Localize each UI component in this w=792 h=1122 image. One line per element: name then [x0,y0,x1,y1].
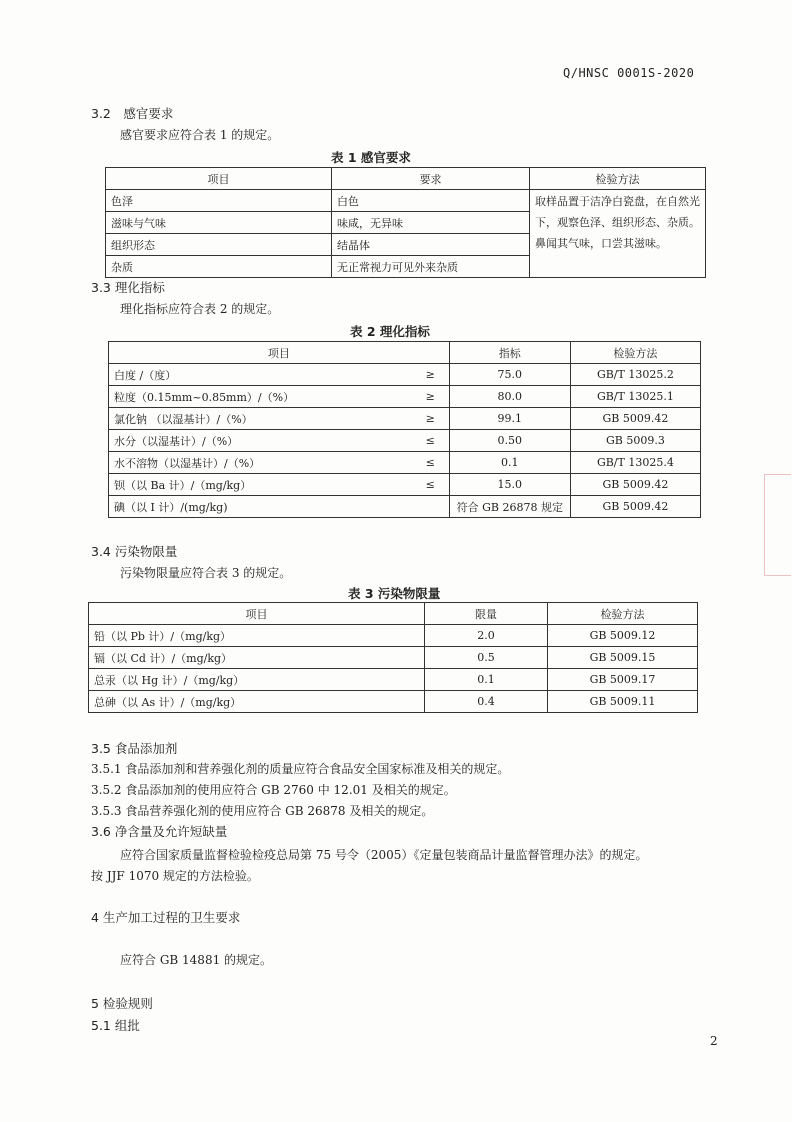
table-cell: 白色 [332,190,530,212]
table-cell: 无正常视力可见外来杂质 [332,256,530,278]
table-cell: 99.1 [449,408,570,430]
seal-stamp-fragment [764,474,791,576]
section-heading-3-6: 3.6 净含量及允许短缺量 [91,824,228,839]
table-header-row [106,168,706,190]
table-cell: 75.0 [449,364,570,386]
table-row [89,669,698,691]
section-heading-3-4: 3.4 污染物限量 [91,544,178,559]
table-cell: GB 5009.17 [548,669,698,691]
section-text-3-6-cont: 按 JJF 1070 规定的方法检验。 [91,869,259,883]
table-cell: 碘（以 I 计）/(mg/kg) [109,496,450,518]
table-cell: 符合 GB 26878 规定 [449,496,570,518]
table-cell: GB 5009.42 [570,408,700,430]
table-row [109,474,701,496]
table-cell: GB/T 13025.4 [570,452,700,474]
clause-3-5-2: 3.5.2 食品添加剂的使用应符合 GB 2760 中 12.01 及相关的规定。 [91,783,456,797]
table-row [109,386,701,408]
table-cell: 组织形态 [106,234,332,256]
table-header-cell: 项目 [109,342,450,364]
comparison-symbol: ≥ [416,386,450,408]
table-cell: 80.0 [449,386,570,408]
table-header-cell: 指标 [449,342,570,364]
table-1-caption: 表 1 感官要求 [331,150,411,165]
page-number: 2 [710,1034,718,1048]
section-text-3-4: 污染物限量应符合表 3 的规定。 [120,566,292,580]
table-header-cell: 项目 [106,168,332,190]
comparison-symbol: ≤ [416,474,450,496]
table-3-contaminants [88,602,698,713]
table-header-cell: 限量 [425,603,548,625]
clause-3-5-1: 3.5.1 食品添加剂和营养强化剂的质量应符合食品安全国家标准及相关的规定。 [91,762,510,776]
table-row [109,452,701,474]
table-2-caption: 表 2 理化指标 [350,324,430,339]
section-heading-4: 4 生产加工过程的卫生要求 [91,910,241,925]
table-cell: 味咸，无异味 [332,212,530,234]
section-heading-5-1: 5.1 组批 [91,1018,140,1033]
table-cell: 0.5 [425,647,548,669]
table-row [109,496,701,518]
section-heading-3-3: 3.3 理化指标 [91,280,165,295]
table-row [106,190,706,212]
table-cell: GB 5009.3 [570,430,700,452]
table-row [109,364,701,386]
table-row [89,625,698,647]
section-text-3-3: 理化指标应符合表 2 的规定。 [120,302,280,316]
table-cell: 15.0 [449,474,570,496]
section-heading-3-2: 3.2 感官要求 [91,106,174,121]
table-3-caption: 表 3 污染物限量 [348,586,441,601]
table-row [109,430,701,452]
table-cell: 色泽 [106,190,332,212]
table-cell: 钡（以 Ba 计）/（mg/kg） [109,474,416,496]
table-cell: 0.4 [425,691,548,713]
clause-3-5-3: 3.5.3 食品营养强化剂的使用应符合 GB 26878 及相关的规定。 [91,804,434,818]
table-cell: 总砷（以 As 计）/（mg/kg） [89,691,425,713]
table-cell: GB/T 13025.2 [570,364,700,386]
table-cell: 2.0 [425,625,548,647]
table-cell: 0.1 [449,452,570,474]
table-cell: GB 5009.15 [548,647,698,669]
table-1-sensory [105,167,706,278]
document-code: Q/HNSC 0001S-2020 [563,66,695,80]
comparison-symbol: ≥ [416,364,450,386]
table-cell: GB 5009.42 [570,496,700,518]
table-header-cell: 检验方法 [548,603,698,625]
table-cell: GB 5009.11 [548,691,698,713]
table-cell: GB 5009.12 [548,625,698,647]
comparison-symbol: ≤ [416,430,450,452]
table-cell: 白度 /（度） [109,364,416,386]
table-row [89,691,698,713]
table-header-cell: 检验方法 [570,342,700,364]
table-cell: 0.1 [425,669,548,691]
section-heading-3-5: 3.5 食品添加剂 [91,741,178,756]
table-cell: 总汞（以 Hg 计）/（mg/kg） [89,669,425,691]
table-row [89,647,698,669]
table-header-cell: 要求 [332,168,530,190]
inspection-method-cell: 取样品置于洁净白瓷盘，在自然光下，观察色泽、组织形态、杂质。鼻闻其气味，口尝其滋味。 [530,190,706,278]
table-cell: GB/T 13025.1 [570,386,700,408]
table-cell: 结晶体 [332,234,530,256]
section-text-3-6: 应符合国家质量监督检验检疫总局第 75 号令（2005）《定量包装商品计量监督管理办法》的规定。 [120,848,648,862]
table-header-row [109,342,701,364]
table-cell: GB 5009.42 [570,474,700,496]
table-header-cell: 项目 [89,603,425,625]
table-cell: 滋味与气味 [106,212,332,234]
table-cell: 氯化钠 （以湿基计）/（%） [109,408,416,430]
table-header-row [89,603,698,625]
section-text-4: 应符合 GB 14881 的规定。 [120,953,273,967]
table-header-cell: 检验方法 [530,168,706,190]
table-cell: 杂质 [106,256,332,278]
table-row [109,408,701,430]
table-cell: 水不溶物（以湿基计）/（%） [109,452,416,474]
table-2-physicochemical [108,341,701,518]
comparison-symbol: ≤ [416,452,450,474]
comparison-symbol: ≥ [416,408,450,430]
table-cell: 水分（以湿基计）/（%） [109,430,416,452]
table-cell: 铅（以 Pb 计）/（mg/kg） [89,625,425,647]
section-text-3-2: 感官要求应符合表 1 的规定。 [120,128,280,142]
table-cell: 0.50 [449,430,570,452]
section-heading-5: 5 检验规则 [91,996,153,1011]
table-cell: 镉（以 Cd 计）/（mg/kg） [89,647,425,669]
table-cell: 粒度（0.15mm~0.85mm）/（%） [109,386,416,408]
